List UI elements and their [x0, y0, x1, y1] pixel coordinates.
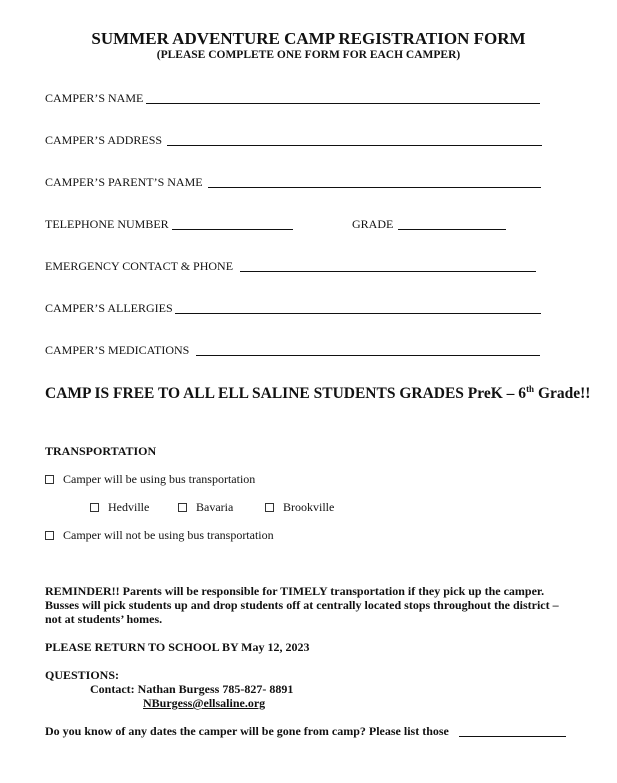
dates-question: Do you know of any dates the camper will be gone from camp? Please list those	[45, 724, 449, 738]
reminder-line-3: not at students’ homes.	[45, 612, 163, 626]
return-note: PLEASE RETURN TO SCHOOL BY May 12, 2023	[45, 640, 310, 654]
questions-heading: QUESTIONS:	[45, 668, 120, 682]
campers-address-line[interactable]	[167, 145, 542, 146]
allergies-label: CAMPER’S ALLERGIES	[45, 301, 173, 315]
brookville-label: Brookville	[283, 500, 335, 514]
medications-line[interactable]	[196, 355, 540, 356]
grade-line[interactable]	[398, 229, 506, 230]
reminder-line-2: Busses will pick students up and drop students off at centrally located stops throughout the district –	[45, 598, 559, 612]
telephone-line[interactable]	[172, 229, 293, 230]
free-camp-banner	[45, 384, 590, 403]
not-using-bus-option[interactable]	[45, 528, 274, 543]
campers-name-line[interactable]	[146, 103, 540, 104]
not-using-bus-label: Camper will not be using bus transportation	[63, 528, 274, 542]
parents-name-label: CAMPER’S PARENT’S NAME	[45, 175, 203, 189]
not-using-bus-checkbox[interactable]	[45, 531, 54, 540]
allergies-line[interactable]	[175, 313, 541, 314]
using-bus-checkbox[interactable]	[45, 475, 54, 484]
grade-label: GRADE	[352, 217, 394, 231]
transportation-heading: TRANSPORTATION	[45, 444, 157, 458]
campers-address-label: CAMPER’S ADDRESS	[45, 133, 163, 147]
town-option-bavaria[interactable]	[178, 500, 233, 515]
form-title: SUMMER ADVENTURE CAMP REGISTRATION FORM	[91, 29, 526, 48]
telephone-label: TELEPHONE NUMBER	[45, 217, 169, 231]
brookville-checkbox[interactable]	[265, 503, 274, 512]
using-bus-option[interactable]	[45, 472, 255, 487]
banner-main: CAMP IS FREE TO ALL ELL SALINE STUDENTS GRADES PreK – 6	[45, 385, 527, 403]
banner-end: Grade!!	[534, 385, 591, 403]
emergency-label: EMERGENCY CONTACT & PHONE	[45, 259, 234, 273]
campers-name-label: CAMPER’S NAME	[45, 91, 144, 105]
town-option-hedville[interactable]	[90, 500, 149, 515]
contact-email-link[interactable]: NBurgess@ellsaline.org	[143, 696, 266, 710]
bavaria-label: Bavaria	[196, 500, 234, 514]
form-subtitle: (PLEASE COMPLETE ONE FORM FOR EACH CAMPER)	[156, 49, 461, 61]
using-bus-label: Camper will be using bus transportation	[63, 472, 256, 486]
town-option-brookville[interactable]	[265, 500, 334, 515]
hedville-label: Hedville	[108, 500, 150, 514]
bavaria-checkbox[interactable]	[178, 503, 187, 512]
banner-sup: th	[526, 384, 535, 394]
contact-info: Contact: Nathan Burgess 785-827- 8891	[90, 682, 294, 696]
hedville-checkbox[interactable]	[90, 503, 99, 512]
parents-name-line[interactable]	[208, 187, 541, 188]
reminder-line-1: REMINDER!! Parents will be responsible for TIMELY transportation if they pick up the camper.	[45, 584, 545, 598]
dates-line[interactable]	[459, 736, 566, 737]
medications-label: CAMPER’S MEDICATIONS	[45, 343, 190, 357]
emergency-line[interactable]	[240, 271, 536, 272]
